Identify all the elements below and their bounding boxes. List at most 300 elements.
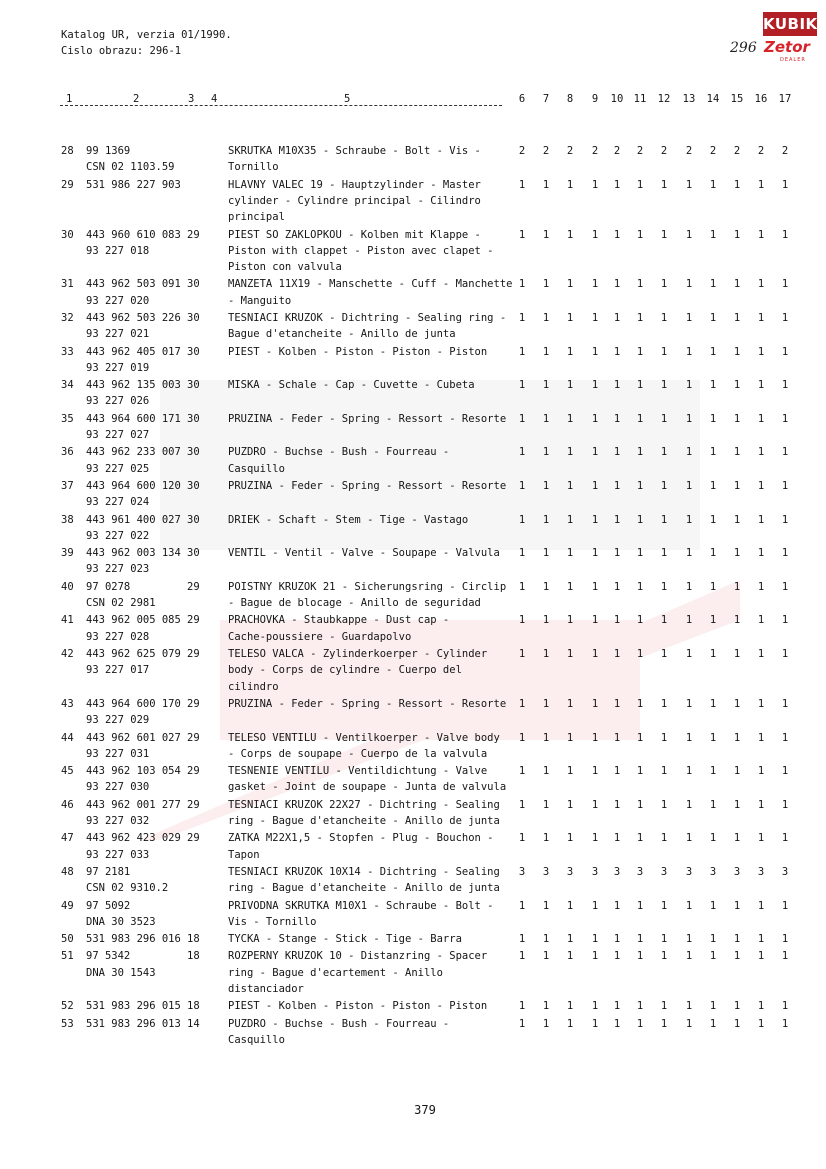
- quantity-cell: 1: [660, 379, 668, 392]
- quantity-cell: 1: [781, 278, 789, 291]
- quantity-cell: 1: [733, 480, 741, 492]
- reference-position: 29: [187, 580, 200, 593]
- quantity-cell: 1: [591, 379, 599, 392]
- quantity-cell: 1: [685, 312, 693, 324]
- quantity-cell: 1: [518, 731, 526, 744]
- quantity-cell: 1: [613, 731, 621, 744]
- table-row: [0, 948, 826, 997]
- quantity-cell: 1: [542, 513, 550, 526]
- description-line: TELESO VENTILU - Ventilkoerper - Valve body: [228, 731, 500, 744]
- quantity-cell: 1: [613, 547, 621, 560]
- quantity-cell: 1: [518, 547, 526, 560]
- quantity-cell: 1: [709, 480, 717, 492]
- part-number: 93 227 025: [86, 462, 150, 475]
- quantity-cell: 1: [591, 480, 599, 492]
- part-numbers: [86, 545, 186, 578]
- part-number: 531 983 296 013: [86, 1017, 181, 1030]
- description-line: MISKA - Schale - Cap - Cuvette - Cubeta: [228, 379, 475, 392]
- description-line: - Bague de blocage - Anillo de seguridad: [228, 597, 481, 610]
- item-number: 53: [61, 1017, 74, 1030]
- item-number: 35: [61, 412, 74, 425]
- quantity-cell: 1: [566, 446, 574, 459]
- quantity-cell: 1: [757, 480, 765, 492]
- part-description: [228, 646, 514, 695]
- description-line: body - Corps de cylindre - Cuerpo del: [228, 664, 462, 677]
- quantity-cell: 1: [709, 547, 717, 560]
- quantity-cell: 1: [757, 513, 765, 526]
- reference-position: 18: [187, 1000, 200, 1013]
- quantity-cell: 1: [591, 547, 599, 560]
- item-number: 28: [61, 145, 74, 157]
- table-row: [0, 898, 826, 931]
- item-number: 47: [61, 832, 74, 845]
- quantity-cell: 1: [613, 648, 621, 660]
- quantity-cell: 1: [542, 765, 550, 778]
- quantity-cell: 1: [542, 899, 550, 912]
- quantity-cell: 1: [660, 648, 668, 660]
- quantity-cell: 1: [733, 1017, 741, 1030]
- quantity-cell: 1: [660, 178, 668, 191]
- quantity-cell: 1: [566, 648, 574, 660]
- item-number: 43: [61, 697, 74, 710]
- quantity-cell: 1: [733, 731, 741, 744]
- quantity-cell: 1: [613, 697, 621, 710]
- quantity-cell: 1: [566, 933, 574, 946]
- part-numbers: [86, 948, 186, 981]
- quantity-cell: 1: [685, 345, 693, 358]
- quantity-cell: 1: [518, 1000, 526, 1013]
- quantity-cell: 1: [591, 697, 599, 710]
- part-number: 93 227 020: [86, 294, 150, 307]
- quantity-cell: 1: [591, 648, 599, 660]
- part-numbers: [86, 411, 186, 444]
- quantity-cell: 1: [660, 765, 668, 778]
- quantity-cell: 1: [685, 178, 693, 191]
- quantity-cell: 1: [781, 547, 789, 560]
- quantity-cell: 1: [733, 933, 741, 946]
- kubik-zetor-logo: [730, 12, 820, 64]
- quantity-cell: 1: [613, 178, 621, 191]
- quantity-cell: 1: [660, 933, 668, 946]
- table-row: [0, 646, 826, 695]
- quantity-cell: 1: [757, 899, 765, 912]
- part-number: 443 962 625 079: [86, 648, 181, 660]
- quantity-cell: 1: [709, 178, 717, 191]
- quantity-cell: 1: [518, 765, 526, 778]
- quantity-cell: 1: [542, 1000, 550, 1013]
- description-line: PUZDRO - Buchse - Bush - Fourreau -: [228, 1017, 450, 1030]
- table-row: [0, 227, 826, 276]
- quantity-cell: 1: [542, 228, 550, 241]
- item-number: 33: [61, 345, 74, 358]
- quantity-cell: 3: [781, 865, 789, 878]
- quantity-cell: 1: [636, 278, 644, 291]
- part-number: 443 962 503 091: [86, 278, 181, 291]
- quantity-cell: 1: [709, 950, 717, 963]
- part-description: [228, 143, 514, 176]
- part-description: [228, 478, 514, 494]
- part-number: CSN 02 9310.2: [86, 882, 169, 895]
- quantity-cell: 1: [591, 312, 599, 324]
- description-line: Piston with clappet - Piston avec clapet -: [228, 244, 494, 257]
- quantity-cell: 1: [781, 648, 789, 660]
- reference-position: 29: [187, 765, 200, 778]
- quantity-cell: 1: [613, 1000, 621, 1013]
- quantity-cell: 1: [591, 580, 599, 593]
- item-number: 36: [61, 446, 74, 459]
- quantity-cell: 3: [757, 865, 765, 878]
- part-number: 443 962 003 134: [86, 547, 181, 560]
- item-number: 48: [61, 865, 74, 878]
- part-number: 97 5342: [86, 950, 131, 963]
- quantity-cell: 1: [709, 832, 717, 845]
- quantity-cell: 3: [591, 865, 599, 878]
- table-row: [0, 276, 826, 309]
- quantity-cell: 1: [591, 614, 599, 627]
- item-number: 52: [61, 1000, 74, 1013]
- description-line: Cache-poussiere - Guardapolvo: [228, 630, 412, 643]
- quantity-cell: 1: [566, 513, 574, 526]
- quantity-cell: 1: [518, 446, 526, 459]
- description-line: PIEST - Kolben - Piston - Piston - Piston: [228, 345, 488, 358]
- quantity-cell: 1: [660, 446, 668, 459]
- quantity-cell: 1: [566, 614, 574, 627]
- quantity-cell: 1: [542, 832, 550, 845]
- quantity-cell: 1: [709, 228, 717, 241]
- col-header-3: 3: [188, 93, 195, 105]
- part-numbers: [86, 696, 186, 729]
- part-numbers: [86, 579, 186, 612]
- quantity-cell: 1: [781, 614, 789, 627]
- quantity-cell: 1: [636, 933, 644, 946]
- quantity-cell: 2: [709, 145, 717, 157]
- quantity-cell: 1: [685, 832, 693, 845]
- description-line: Casquillo: [228, 1033, 285, 1046]
- part-number: CSN 02 1103.59: [86, 161, 175, 174]
- description-line: TESNIACI KRUZOK 22X27 - Dichtring - Sealing: [228, 798, 500, 811]
- quantity-cell: 1: [781, 513, 789, 526]
- part-description: [228, 444, 514, 477]
- quantity-cell: 1: [566, 480, 574, 492]
- quantity-cell: 1: [542, 446, 550, 459]
- part-number: 93 227 032: [86, 814, 150, 827]
- part-number: 93 227 030: [86, 781, 150, 794]
- table-row: [0, 512, 826, 545]
- quantity-cell: 1: [733, 513, 741, 526]
- quantity-cell: 1: [781, 480, 789, 492]
- quantity-cell: 1: [685, 1000, 693, 1013]
- description-line: TESNIACI KRUZOK - Dichtring - Sealing ring -: [228, 312, 507, 324]
- table-row: [0, 344, 826, 377]
- part-number: 93 227 023: [86, 563, 150, 576]
- quantity-cell: 1: [685, 697, 693, 710]
- quantity-cell: 2: [757, 145, 765, 157]
- quantity-cell: 1: [709, 345, 717, 358]
- quantity-cell: 1: [685, 379, 693, 392]
- quantity-cell: 1: [660, 480, 668, 492]
- quantity-cell: 1: [542, 648, 550, 660]
- quantity-cell: 1: [733, 228, 741, 241]
- reference-position: 30: [187, 480, 200, 492]
- part-number: 93 227 018: [86, 244, 150, 257]
- description-line: VENTIL - Ventil - Valve - Soupape - Valvula: [228, 547, 500, 560]
- quantity-cell: 1: [757, 412, 765, 425]
- quantity-cell: 1: [566, 278, 574, 291]
- quantity-cell: 1: [591, 731, 599, 744]
- quantity-cell: 3: [542, 865, 550, 878]
- description-line: Bague d'etancheite - Anillo de junta: [228, 328, 456, 341]
- quantity-cell: 1: [566, 379, 574, 392]
- quantity-cell: 1: [757, 228, 765, 241]
- quantity-cell: 2: [685, 145, 693, 157]
- description-line: ring - Bague d'ecartement - Anillo: [228, 966, 443, 979]
- description-line: Tapon: [228, 848, 260, 861]
- part-number: 93 227 022: [86, 529, 150, 542]
- quantity-cell: 2: [566, 145, 574, 157]
- quantity-cell: 1: [757, 312, 765, 324]
- quantity-cell: 1: [518, 899, 526, 912]
- quantity-cell: 1: [781, 1000, 789, 1013]
- col-header-q7: 7: [542, 93, 550, 105]
- quantity-cell: 1: [542, 580, 550, 593]
- part-description: [228, 1016, 514, 1049]
- reference-position: 30: [187, 345, 200, 358]
- quantity-cell: 1: [660, 614, 668, 627]
- quantity-cell: 1: [566, 832, 574, 845]
- quantity-cell: 1: [685, 731, 693, 744]
- quantity-cell: 2: [518, 145, 526, 157]
- part-number: 443 962 601 027: [86, 731, 181, 744]
- quantity-cell: 1: [591, 950, 599, 963]
- quantity-cell: 1: [518, 697, 526, 710]
- part-numbers: [86, 864, 186, 897]
- quantity-cell: 1: [542, 798, 550, 811]
- table-row: [0, 696, 826, 729]
- item-number: 29: [61, 178, 74, 191]
- quantity-cell: 1: [757, 1000, 765, 1013]
- description-line: Piston con valvula: [228, 261, 342, 274]
- col-header-q16: 16: [754, 93, 768, 105]
- quantity-cell: 1: [709, 513, 717, 526]
- quantity-cell: 1: [709, 697, 717, 710]
- part-number: 443 964 600 171: [86, 412, 181, 425]
- quantity-cell: 1: [636, 312, 644, 324]
- quantity-cell: 1: [733, 648, 741, 660]
- quantity-cell: 1: [757, 950, 765, 963]
- header-rule: [60, 105, 502, 106]
- part-number: 93 227 019: [86, 361, 150, 374]
- quantity-cell: 1: [757, 580, 765, 593]
- quantity-cell: 3: [518, 865, 526, 878]
- quantity-cell: 1: [613, 580, 621, 593]
- quantity-cell: 1: [757, 731, 765, 744]
- description-line: PRUZINA - Feder - Spring - Ressort - Resorte: [228, 412, 507, 425]
- quantity-cell: 2: [733, 145, 741, 157]
- description-line: MANZETA 11X19 - Manschette - Cuff - Manchette: [228, 278, 513, 291]
- part-numbers: [86, 898, 186, 931]
- quantity-cell: 1: [591, 933, 599, 946]
- part-number: 531 986 227 903: [86, 178, 181, 191]
- quantity-cell: 1: [518, 513, 526, 526]
- description-line: Casquillo: [228, 462, 285, 475]
- table-row: [0, 931, 826, 947]
- quantity-cell: 1: [685, 933, 693, 946]
- quantity-cell: 3: [613, 865, 621, 878]
- item-number: 50: [61, 933, 74, 946]
- quantity-cell: 1: [781, 765, 789, 778]
- quantity-cell: 1: [636, 345, 644, 358]
- quantity-cell: 1: [542, 950, 550, 963]
- quantity-cell: 1: [591, 899, 599, 912]
- part-numbers: [86, 1016, 186, 1032]
- quantity-cell: 1: [591, 798, 599, 811]
- quantity-cell: 1: [636, 899, 644, 912]
- part-number: 93 227 031: [86, 747, 150, 760]
- quantity-cell: 1: [781, 832, 789, 845]
- quantity-cell: 1: [566, 580, 574, 593]
- reference-position: 30: [187, 278, 200, 291]
- description-line: PRACHOVKA - Staubkappe - Dust cap -: [228, 614, 450, 627]
- quantity-cell: 1: [757, 798, 765, 811]
- part-numbers: [86, 998, 186, 1014]
- quantity-cell: 1: [757, 648, 765, 660]
- reference-position: 29: [187, 614, 200, 627]
- quantity-cell: 1: [781, 178, 789, 191]
- quantity-cell: 1: [613, 228, 621, 241]
- quantity-cell: 1: [566, 697, 574, 710]
- quantity-cell: 1: [566, 798, 574, 811]
- quantity-cell: 1: [733, 950, 741, 963]
- part-description: [228, 310, 514, 343]
- quantity-cell: 1: [733, 899, 741, 912]
- quantity-cell: 3: [685, 865, 693, 878]
- quantity-cell: 1: [757, 1017, 765, 1030]
- quantity-cell: 1: [613, 446, 621, 459]
- part-number: 97 5092: [86, 899, 131, 912]
- part-number: 443 964 600 120: [86, 480, 181, 492]
- quantity-cell: 1: [685, 412, 693, 425]
- quantity-cell: 1: [660, 547, 668, 560]
- part-description: [228, 377, 514, 393]
- quantity-cell: 1: [709, 446, 717, 459]
- description-line: TELESO VALCA - Zylinderkoerper - Cylinder: [228, 648, 488, 660]
- quantity-cell: 1: [566, 312, 574, 324]
- part-description: [228, 411, 514, 427]
- quantity-cell: 1: [613, 480, 621, 492]
- item-number: 49: [61, 899, 74, 912]
- reference-position: 30: [187, 379, 200, 392]
- quantity-cell: 1: [781, 933, 789, 946]
- quantity-cell: 1: [542, 379, 550, 392]
- quantity-cell: 1: [636, 1017, 644, 1030]
- quantity-cell: 1: [636, 480, 644, 492]
- table-row: [0, 1016, 826, 1049]
- quantity-cell: 1: [660, 1017, 668, 1030]
- quantity-cell: 2: [542, 145, 550, 157]
- part-number: 93 227 033: [86, 848, 150, 861]
- description-line: POISTNY KRUZOK 21 - Sicherungsring - Circlip: [228, 580, 507, 593]
- quantity-cell: 1: [685, 614, 693, 627]
- col-header-q17: 17: [778, 93, 792, 105]
- quantity-cell: 1: [709, 1000, 717, 1013]
- quantity-cell: 2: [781, 145, 789, 157]
- quantity-cell: 1: [591, 278, 599, 291]
- quantity-cell: 1: [685, 1017, 693, 1030]
- part-description: [228, 512, 514, 528]
- part-numbers: [86, 310, 186, 343]
- quantity-cell: 1: [709, 614, 717, 627]
- quantity-cell: 1: [660, 899, 668, 912]
- description-line: PUZDRO - Buchse - Bush - Fourreau -: [228, 446, 450, 459]
- quantity-cell: 1: [660, 412, 668, 425]
- item-number: 41: [61, 614, 74, 627]
- description-line: ring - Bague d'etancheite - Anillo de junta: [228, 814, 500, 827]
- reference-position: 29: [187, 798, 200, 811]
- description-line: TYCKA - Stange - Stick - Tige - Barra: [228, 933, 462, 946]
- part-numbers: [86, 276, 186, 309]
- quantity-cell: 1: [542, 697, 550, 710]
- quantity-cell: 1: [781, 1017, 789, 1030]
- description-line: Vis - Tornillo: [228, 915, 317, 928]
- part-description: [228, 177, 514, 226]
- quantity-cell: 3: [566, 865, 574, 878]
- quantity-cell: 1: [781, 798, 789, 811]
- description-line: cilindro: [228, 680, 279, 693]
- quantity-cell: 1: [733, 178, 741, 191]
- quantity-cell: 1: [518, 832, 526, 845]
- quantity-cell: 1: [685, 278, 693, 291]
- logo-kubik: KUBIK: [763, 12, 817, 36]
- part-numbers: [86, 763, 186, 796]
- col-header-q14: 14: [706, 93, 720, 105]
- description-line: cylinder - Cylindre principal - Cilindro: [228, 194, 481, 207]
- part-number: 97 2181: [86, 865, 131, 878]
- col-header-q13: 13: [682, 93, 696, 105]
- item-number: 40: [61, 580, 74, 593]
- quantity-cell: 1: [709, 798, 717, 811]
- col-header-q11: 11: [633, 93, 647, 105]
- quantity-cell: 1: [660, 950, 668, 963]
- part-description: [228, 948, 514, 997]
- description-line: Tornillo: [228, 161, 279, 174]
- quantity-cell: 1: [709, 899, 717, 912]
- part-numbers: [86, 612, 186, 645]
- part-numbers: [86, 344, 186, 377]
- quantity-cell: 1: [518, 412, 526, 425]
- catalog-version: Katalog UR, verzia 01/1990.: [61, 29, 232, 41]
- part-number: 443 964 600 170: [86, 697, 181, 710]
- quantity-cell: 1: [660, 1000, 668, 1013]
- quantity-cell: 3: [709, 865, 717, 878]
- quantity-cell: 1: [733, 798, 741, 811]
- quantity-cell: 1: [636, 614, 644, 627]
- description-line: ROZPERNY KRUZOK 10 - Distanzring - Spacer: [228, 950, 488, 963]
- quantity-cell: 1: [660, 580, 668, 593]
- quantity-cell: 1: [566, 1000, 574, 1013]
- quantity-cell: 1: [566, 1017, 574, 1030]
- quantity-cell: 1: [757, 547, 765, 560]
- quantity-cell: 1: [709, 648, 717, 660]
- reference-position: 30: [187, 312, 200, 324]
- quantity-cell: 1: [733, 832, 741, 845]
- quantity-cell: 1: [636, 547, 644, 560]
- quantity-cell: 1: [781, 580, 789, 593]
- quantity-cell: 1: [636, 648, 644, 660]
- quantity-cell: 1: [591, 1000, 599, 1013]
- part-number: 443 960 610 083: [86, 228, 181, 241]
- part-number: 93 227 017: [86, 664, 150, 677]
- quantity-cell: 1: [636, 379, 644, 392]
